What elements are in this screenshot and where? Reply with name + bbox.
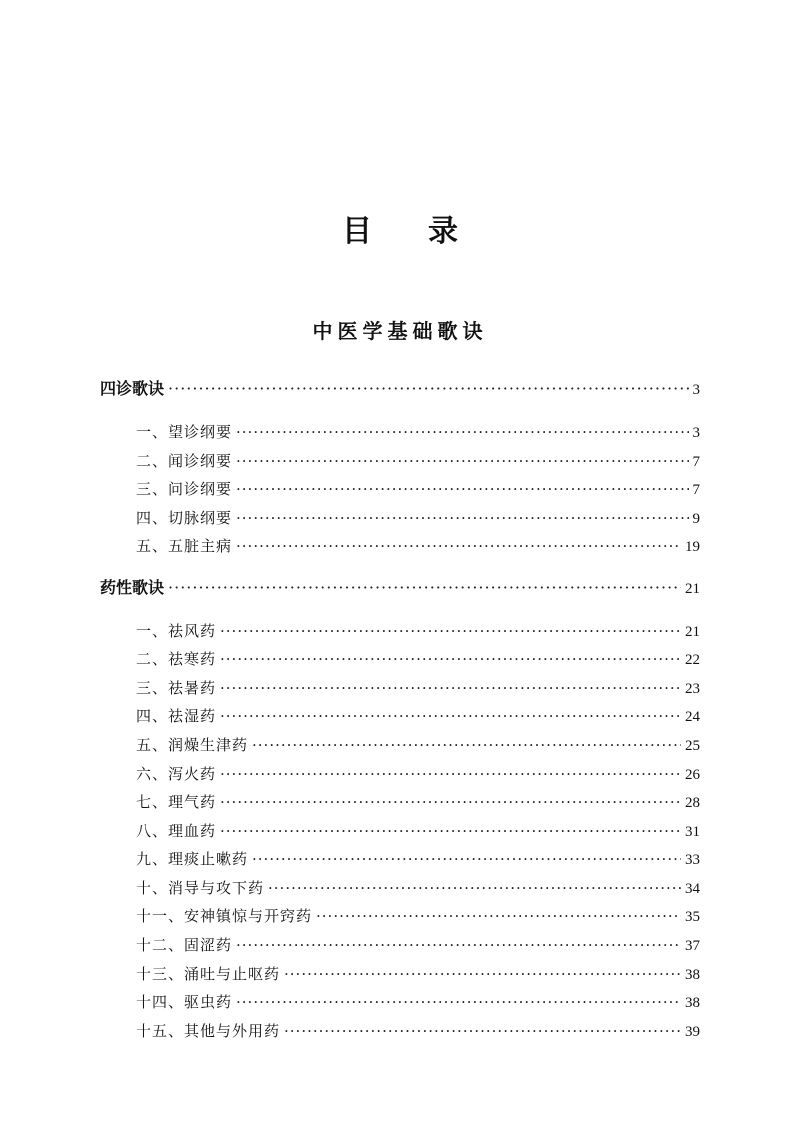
toc-entry-row[interactable] — [136, 449, 700, 473]
toc-entry-label: 五、五脏主病 — [136, 537, 233, 555]
toc-page-number: 3 — [692, 425, 700, 441]
toc-entry-row[interactable] — [136, 962, 700, 986]
toc-leader-dots — [168, 377, 688, 401]
toc-entry-label: 十三、涌吐与止呕药 — [136, 965, 281, 983]
toc-leader-dots — [252, 847, 681, 871]
toc-entry-label: 五、润燥生津药 — [136, 736, 249, 754]
toc-page-number: 31 — [685, 824, 700, 840]
toc-page-number: 37 — [685, 938, 700, 954]
toc-entry-label: 一、望诊纲要 — [136, 423, 233, 441]
toc-entry-label: 三、祛暑药 — [136, 679, 217, 697]
page-title: 目录 — [342, 214, 514, 249]
toc-page-number: 7 — [692, 482, 700, 498]
toc-page-number: 26 — [685, 767, 700, 783]
toc-entry-row[interactable] — [136, 506, 700, 530]
toc-page-number: 38 — [685, 967, 700, 983]
toc-entry-label: 七、理气药 — [136, 793, 217, 811]
toc-leader-dots — [252, 733, 681, 757]
toc-part-label: 药性歌诀 — [100, 578, 165, 597]
toc-leader-dots — [220, 819, 681, 843]
toc-page-number: 39 — [685, 1024, 700, 1040]
toc-entry-label: 十五、其他与外用药 — [136, 1022, 281, 1040]
toc-entry-row[interactable] — [136, 990, 700, 1014]
toc-leader-dots — [236, 933, 681, 957]
toc-entry-row[interactable] — [136, 904, 700, 928]
toc-entry-label: 四、切脉纲要 — [136, 509, 233, 527]
toc-entry-row[interactable] — [136, 477, 700, 501]
toc-page-number: 7 — [692, 454, 700, 470]
toc-entry-label: 十四、驱虫药 — [136, 993, 233, 1011]
toc-leader-dots — [220, 676, 681, 700]
toc-entry-label: 九、理痰止嗽药 — [136, 850, 249, 868]
toc-entry-row[interactable] — [136, 704, 700, 728]
toc-page-number: 24 — [685, 709, 700, 725]
toc-leader-dots — [220, 647, 681, 671]
toc-entry-label: 二、闻诊纲要 — [136, 452, 233, 470]
toc-page-number: 25 — [685, 738, 700, 754]
toc-entry-label: 六、泻火药 — [136, 765, 217, 783]
toc-page-number: 34 — [685, 881, 700, 897]
toc-leader-dots — [236, 506, 688, 530]
toc-leader-dots — [236, 534, 681, 558]
toc-leader-dots — [236, 449, 688, 473]
toc-leader-dots — [220, 762, 681, 786]
toc-entry-row[interactable] — [136, 420, 700, 444]
toc-entry-row[interactable] — [136, 1019, 700, 1043]
toc-entry-label: 十一、安神镇惊与开窍药 — [136, 907, 313, 925]
toc-page-number: 21 — [685, 581, 700, 597]
toc-page-number: 19 — [685, 539, 700, 555]
toc-page-number: 38 — [685, 995, 700, 1011]
toc-page-number: 22 — [685, 652, 700, 668]
toc-part-row[interactable] — [100, 576, 700, 600]
toc-leader-dots — [220, 790, 681, 814]
toc-leader-dots — [284, 1019, 681, 1043]
toc-entry-label: 四、祛湿药 — [136, 707, 217, 725]
section-heading: 中医学基础歌诀 — [312, 319, 488, 343]
toc-entry-row[interactable] — [136, 933, 700, 957]
toc-leader-dots — [236, 477, 688, 501]
toc-entry-label: 十、消导与攻下药 — [136, 879, 265, 897]
toc-entry-label: 十二、固涩药 — [136, 936, 233, 954]
toc-leader-dots — [316, 904, 681, 928]
toc-entry-row[interactable] — [136, 847, 700, 871]
toc-leader-dots — [220, 704, 681, 728]
toc-leader-dots — [168, 576, 681, 600]
toc-entry-row[interactable] — [136, 676, 700, 700]
toc-leader-dots — [284, 962, 681, 986]
toc-page-number: 9 — [692, 511, 700, 527]
toc-leader-dots — [236, 990, 681, 1014]
toc-page-number: 28 — [685, 795, 700, 811]
toc-entry-label: 八、理血药 — [136, 822, 217, 840]
toc-leader-dots — [220, 619, 681, 643]
toc-entry-label: 三、问诊纲要 — [136, 480, 233, 498]
toc-entry-row[interactable] — [136, 762, 700, 786]
toc-entry-row[interactable] — [136, 819, 700, 843]
toc-entry-label: 二、祛寒药 — [136, 650, 217, 668]
toc-entry-row[interactable] — [136, 534, 700, 558]
toc-page-number: 3 — [692, 382, 700, 398]
toc-page-number: 23 — [685, 681, 700, 697]
toc-leader-dots — [236, 420, 688, 444]
toc-page-number: 33 — [685, 852, 700, 868]
toc-entry-row[interactable] — [136, 876, 700, 900]
toc-leader-dots — [268, 876, 681, 900]
toc-entry-row[interactable] — [136, 733, 700, 757]
toc-part-label: 四诊歌诀 — [100, 379, 165, 398]
toc-entry-row[interactable] — [136, 790, 700, 814]
toc-page-number: 21 — [685, 624, 700, 640]
toc-part-row[interactable] — [100, 377, 700, 401]
toc-entry-row[interactable] — [136, 647, 700, 671]
toc-entry-row[interactable] — [136, 619, 700, 643]
toc-entry-label: 一、祛风药 — [136, 622, 217, 640]
toc-page-number: 35 — [685, 909, 700, 925]
